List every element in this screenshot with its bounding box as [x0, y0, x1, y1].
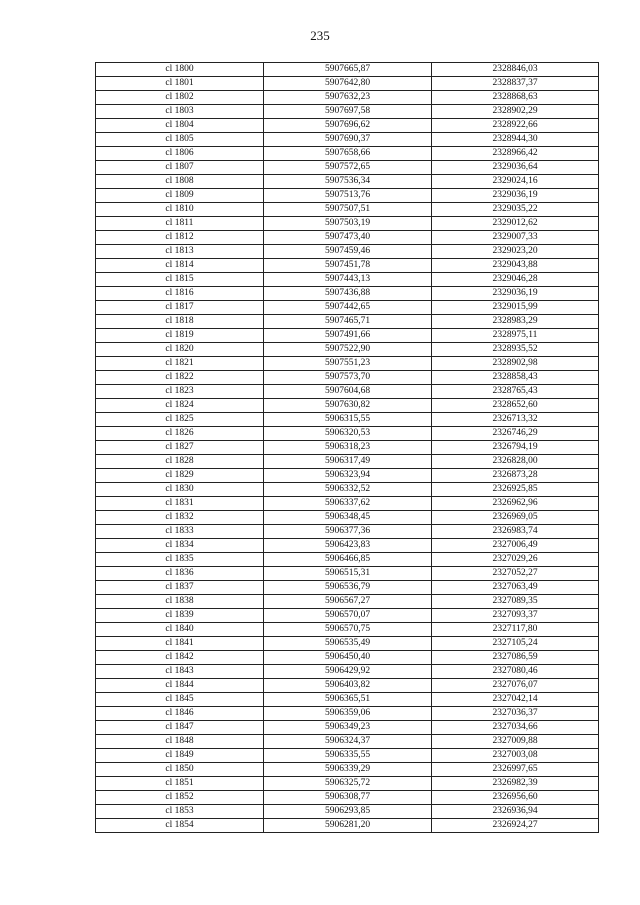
- y-coordinate-cell: 2326982,39: [432, 777, 599, 791]
- y-coordinate-cell: 2327063,49: [432, 581, 599, 595]
- table-row: [96, 371, 599, 385]
- point-id-cell: cl 1850: [96, 763, 264, 777]
- y-coordinate-cell: 2328983,29: [432, 315, 599, 329]
- point-id-cell: cl 1818: [96, 315, 264, 329]
- y-coordinate-cell: 2328858,43: [432, 371, 599, 385]
- y-coordinate-cell: 2328922,66: [432, 119, 599, 133]
- table-row: [96, 497, 599, 511]
- table-row: [96, 791, 599, 805]
- y-coordinate-cell: 2328846,03: [432, 63, 599, 77]
- point-id-cell: cl 1843: [96, 665, 264, 679]
- table-row: [96, 343, 599, 357]
- y-coordinate-cell: 2328944,30: [432, 133, 599, 147]
- table-row: [96, 329, 599, 343]
- x-coordinate-cell: 5906423,83: [264, 539, 432, 553]
- table-row: [96, 805, 599, 819]
- x-coordinate-cell: 5907507,51: [264, 203, 432, 217]
- x-coordinate-cell: 5906320,53: [264, 427, 432, 441]
- x-coordinate-cell: 5907491,66: [264, 329, 432, 343]
- point-id-cell: cl 1833: [96, 525, 264, 539]
- y-coordinate-cell: 2327009,88: [432, 735, 599, 749]
- coordinates-table: [95, 62, 599, 833]
- point-id-cell: cl 1823: [96, 385, 264, 399]
- y-coordinate-cell: 2326997,65: [432, 763, 599, 777]
- table-row: [96, 539, 599, 553]
- table-row: [96, 301, 599, 315]
- point-id-cell: cl 1846: [96, 707, 264, 721]
- y-coordinate-cell: 2327093,37: [432, 609, 599, 623]
- x-coordinate-cell: 5906324,37: [264, 735, 432, 749]
- point-id-cell: cl 1811: [96, 217, 264, 231]
- y-coordinate-cell: 2326925,85: [432, 483, 599, 497]
- point-id-cell: cl 1816: [96, 287, 264, 301]
- coordinates-table-body: [96, 63, 599, 833]
- table-row: [96, 77, 599, 91]
- table-row: [96, 581, 599, 595]
- x-coordinate-cell: 5906536,79: [264, 581, 432, 595]
- point-id-cell: cl 1830: [96, 483, 264, 497]
- point-id-cell: cl 1835: [96, 553, 264, 567]
- x-coordinate-cell: 5906570,07: [264, 609, 432, 623]
- y-coordinate-cell: 2326746,29: [432, 427, 599, 441]
- y-coordinate-cell: 2326936,94: [432, 805, 599, 819]
- point-id-cell: cl 1848: [96, 735, 264, 749]
- page-number: 235: [310, 28, 330, 43]
- table-row: [96, 665, 599, 679]
- x-coordinate-cell: 5907442,65: [264, 301, 432, 315]
- x-coordinate-cell: 5907551,23: [264, 357, 432, 371]
- y-coordinate-cell: 2327006,49: [432, 539, 599, 553]
- x-coordinate-cell: 5906429,92: [264, 665, 432, 679]
- x-coordinate-cell: 5906339,29: [264, 763, 432, 777]
- y-coordinate-cell: 2326969,05: [432, 511, 599, 525]
- table-row: [96, 217, 599, 231]
- y-coordinate-cell: 2327052,27: [432, 567, 599, 581]
- x-coordinate-cell: 5907697,58: [264, 105, 432, 119]
- x-coordinate-cell: 5906359,06: [264, 707, 432, 721]
- point-id-cell: cl 1810: [96, 203, 264, 217]
- x-coordinate-cell: 5907630,82: [264, 399, 432, 413]
- x-coordinate-cell: 5906450,40: [264, 651, 432, 665]
- y-coordinate-cell: 2329015,99: [432, 301, 599, 315]
- x-coordinate-cell: 5907459,46: [264, 245, 432, 259]
- point-id-cell: cl 1822: [96, 371, 264, 385]
- y-coordinate-cell: 2329036,19: [432, 189, 599, 203]
- point-id-cell: cl 1812: [96, 231, 264, 245]
- y-coordinate-cell: 2329012,62: [432, 217, 599, 231]
- y-coordinate-cell: 2326956,60: [432, 791, 599, 805]
- point-id-cell: cl 1829: [96, 469, 264, 483]
- y-coordinate-cell: 2326713,32: [432, 413, 599, 427]
- x-coordinate-cell: 5906349,23: [264, 721, 432, 735]
- point-id-cell: cl 1831: [96, 497, 264, 511]
- table-row: [96, 637, 599, 651]
- x-coordinate-cell: 5907690,37: [264, 133, 432, 147]
- x-coordinate-cell: 5907436,88: [264, 287, 432, 301]
- point-id-cell: cl 1807: [96, 161, 264, 175]
- table-row: [96, 273, 599, 287]
- y-coordinate-cell: 2328966,42: [432, 147, 599, 161]
- point-id-cell: cl 1849: [96, 749, 264, 763]
- table-row: [96, 777, 599, 791]
- y-coordinate-cell: 2329007,33: [432, 231, 599, 245]
- y-coordinate-cell: 2327003,08: [432, 749, 599, 763]
- y-coordinate-cell: 2328652,60: [432, 399, 599, 413]
- x-coordinate-cell: 5907658,66: [264, 147, 432, 161]
- y-coordinate-cell: 2326794,19: [432, 441, 599, 455]
- table-row: [96, 413, 599, 427]
- table-row: [96, 763, 599, 777]
- y-coordinate-cell: 2328935,52: [432, 343, 599, 357]
- y-coordinate-cell: 2326828,00: [432, 455, 599, 469]
- table-row: [96, 469, 599, 483]
- table-row: [96, 455, 599, 469]
- y-coordinate-cell: 2327105,24: [432, 637, 599, 651]
- y-coordinate-cell: 2327036,37: [432, 707, 599, 721]
- table-row: [96, 623, 599, 637]
- table-row: [96, 161, 599, 175]
- y-coordinate-cell: 2327076,07: [432, 679, 599, 693]
- table-row: [96, 693, 599, 707]
- y-coordinate-cell: 2329036,19: [432, 287, 599, 301]
- table-row: [96, 735, 599, 749]
- point-id-cell: cl 1838: [96, 595, 264, 609]
- point-id-cell: cl 1819: [96, 329, 264, 343]
- x-coordinate-cell: 5906337,62: [264, 497, 432, 511]
- table-row: [96, 287, 599, 301]
- point-id-cell: cl 1825: [96, 413, 264, 427]
- x-coordinate-cell: 5906332,52: [264, 483, 432, 497]
- point-id-cell: cl 1853: [96, 805, 264, 819]
- point-id-cell: cl 1834: [96, 539, 264, 553]
- x-coordinate-cell: 5906323,94: [264, 469, 432, 483]
- table-row: [96, 819, 599, 833]
- x-coordinate-cell: 5906281,20: [264, 819, 432, 833]
- x-coordinate-cell: 5906348,45: [264, 511, 432, 525]
- point-id-cell: cl 1827: [96, 441, 264, 455]
- x-coordinate-cell: 5906318,23: [264, 441, 432, 455]
- table-row: [96, 385, 599, 399]
- y-coordinate-cell: 2329036,64: [432, 161, 599, 175]
- y-coordinate-cell: 2327034,66: [432, 721, 599, 735]
- table-row: [96, 63, 599, 77]
- x-coordinate-cell: 5907572,65: [264, 161, 432, 175]
- x-coordinate-cell: 5907604,68: [264, 385, 432, 399]
- y-coordinate-cell: 2328837,37: [432, 77, 599, 91]
- y-coordinate-cell: 2329046,28: [432, 273, 599, 287]
- y-coordinate-cell: 2327029,26: [432, 553, 599, 567]
- x-coordinate-cell: 5906377,36: [264, 525, 432, 539]
- table-row: [96, 399, 599, 413]
- table-row: [96, 147, 599, 161]
- table-row: [96, 91, 599, 105]
- point-id-cell: cl 1804: [96, 119, 264, 133]
- table-row: [96, 651, 599, 665]
- table-row: [96, 749, 599, 763]
- table-row: [96, 553, 599, 567]
- y-coordinate-cell: 2327086,59: [432, 651, 599, 665]
- point-id-cell: cl 1815: [96, 273, 264, 287]
- table-row: [96, 119, 599, 133]
- point-id-cell: cl 1808: [96, 175, 264, 189]
- x-coordinate-cell: 5906567,27: [264, 595, 432, 609]
- x-coordinate-cell: 5906335,55: [264, 749, 432, 763]
- y-coordinate-cell: 2329024,16: [432, 175, 599, 189]
- point-id-cell: cl 1820: [96, 343, 264, 357]
- table-row: [96, 511, 599, 525]
- x-coordinate-cell: 5907451,78: [264, 259, 432, 273]
- x-coordinate-cell: 5907503,19: [264, 217, 432, 231]
- table-row: [96, 525, 599, 539]
- table-row: [96, 203, 599, 217]
- y-coordinate-cell: 2326983,74: [432, 525, 599, 539]
- y-coordinate-cell: 2327089,35: [432, 595, 599, 609]
- y-coordinate-cell: 2327080,46: [432, 665, 599, 679]
- y-coordinate-cell: 2326873,28: [432, 469, 599, 483]
- x-coordinate-cell: 5907522,90: [264, 343, 432, 357]
- x-coordinate-cell: 5907696,62: [264, 119, 432, 133]
- table-row: [96, 567, 599, 581]
- y-coordinate-cell: 2329035,22: [432, 203, 599, 217]
- x-coordinate-cell: 5906308,77: [264, 791, 432, 805]
- point-id-cell: cl 1852: [96, 791, 264, 805]
- point-id-cell: cl 1809: [96, 189, 264, 203]
- table-row: [96, 189, 599, 203]
- x-coordinate-cell: 5907665,87: [264, 63, 432, 77]
- point-id-cell: cl 1814: [96, 259, 264, 273]
- point-id-cell: cl 1844: [96, 679, 264, 693]
- point-id-cell: cl 1854: [96, 819, 264, 833]
- y-coordinate-cell: 2327042,14: [432, 693, 599, 707]
- x-coordinate-cell: 5906535,49: [264, 637, 432, 651]
- x-coordinate-cell: 5906570,75: [264, 623, 432, 637]
- x-coordinate-cell: 5906293,85: [264, 805, 432, 819]
- x-coordinate-cell: 5906515,31: [264, 567, 432, 581]
- point-id-cell: cl 1801: [96, 77, 264, 91]
- point-id-cell: cl 1828: [96, 455, 264, 469]
- table-row: [96, 483, 599, 497]
- point-id-cell: cl 1841: [96, 637, 264, 651]
- x-coordinate-cell: 5907473,40: [264, 231, 432, 245]
- y-coordinate-cell: 2328902,29: [432, 105, 599, 119]
- point-id-cell: cl 1805: [96, 133, 264, 147]
- x-coordinate-cell: 5907573,70: [264, 371, 432, 385]
- point-id-cell: cl 1802: [96, 91, 264, 105]
- point-id-cell: cl 1839: [96, 609, 264, 623]
- point-id-cell: cl 1800: [96, 63, 264, 77]
- x-coordinate-cell: 5906365,51: [264, 693, 432, 707]
- point-id-cell: cl 1806: [96, 147, 264, 161]
- x-coordinate-cell: 5907443,13: [264, 273, 432, 287]
- point-id-cell: cl 1840: [96, 623, 264, 637]
- table-row: [96, 175, 599, 189]
- y-coordinate-cell: 2326962,96: [432, 497, 599, 511]
- x-coordinate-cell: 5906317,49: [264, 455, 432, 469]
- point-id-cell: cl 1803: [96, 105, 264, 119]
- table-row: [96, 259, 599, 273]
- table-row: [96, 441, 599, 455]
- point-id-cell: cl 1837: [96, 581, 264, 595]
- x-coordinate-cell: 5906466,85: [264, 553, 432, 567]
- x-coordinate-cell: 5906403,82: [264, 679, 432, 693]
- table-row: [96, 357, 599, 371]
- x-coordinate-cell: 5907632,23: [264, 91, 432, 105]
- y-coordinate-cell: 2329023,20: [432, 245, 599, 259]
- x-coordinate-cell: 5907513,76: [264, 189, 432, 203]
- table-row: [96, 721, 599, 735]
- y-coordinate-cell: 2328975,11: [432, 329, 599, 343]
- x-coordinate-cell: 5907536,34: [264, 175, 432, 189]
- table-row: [96, 133, 599, 147]
- y-coordinate-cell: 2328902,98: [432, 357, 599, 371]
- point-id-cell: cl 1842: [96, 651, 264, 665]
- x-coordinate-cell: 5907465,71: [264, 315, 432, 329]
- table-row: [96, 245, 599, 259]
- point-id-cell: cl 1836: [96, 567, 264, 581]
- y-coordinate-cell: 2326924,27: [432, 819, 599, 833]
- table-row: [96, 595, 599, 609]
- x-coordinate-cell: 5906315,55: [264, 413, 432, 427]
- point-id-cell: cl 1813: [96, 245, 264, 259]
- point-id-cell: cl 1817: [96, 301, 264, 315]
- table-row: [96, 315, 599, 329]
- x-coordinate-cell: 5907642,80: [264, 77, 432, 91]
- table-row: [96, 707, 599, 721]
- table-row: [96, 679, 599, 693]
- y-coordinate-cell: 2328765,43: [432, 385, 599, 399]
- point-id-cell: cl 1826: [96, 427, 264, 441]
- table-row: [96, 609, 599, 623]
- y-coordinate-cell: 2327117,80: [432, 623, 599, 637]
- y-coordinate-cell: 2328868,63: [432, 91, 599, 105]
- point-id-cell: cl 1821: [96, 357, 264, 371]
- table-row: [96, 231, 599, 245]
- y-coordinate-cell: 2329043,88: [432, 259, 599, 273]
- table-row: [96, 427, 599, 441]
- point-id-cell: cl 1847: [96, 721, 264, 735]
- table-row: [96, 105, 599, 119]
- point-id-cell: cl 1832: [96, 511, 264, 525]
- x-coordinate-cell: 5906325,72: [264, 777, 432, 791]
- point-id-cell: cl 1824: [96, 399, 264, 413]
- point-id-cell: cl 1851: [96, 777, 264, 791]
- point-id-cell: cl 1845: [96, 693, 264, 707]
